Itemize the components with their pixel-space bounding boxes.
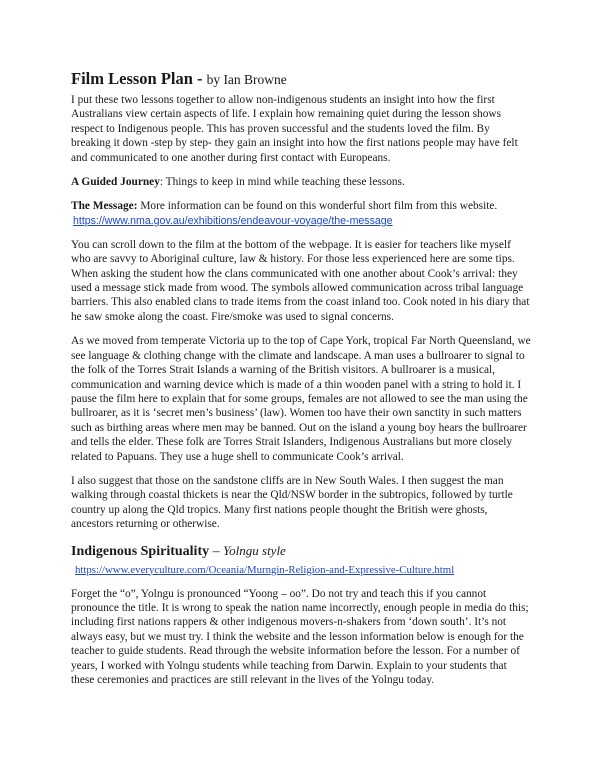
spirituality-heading: [71, 542, 531, 561]
document-title: Film Lesson Plan -: [71, 69, 203, 88]
message-text: More information can be found on this wonderful short film from this website.: [137, 200, 498, 213]
spirituality-dash: –: [209, 543, 224, 559]
spirituality-link[interactable]: https://www.everyculture.com/Oceania/Murngin-Religion-and-Expressive-Culture.html: [75, 563, 455, 576]
message-label: The Message:: [71, 200, 138, 213]
spirituality-title: Indigenous Spirituality: [71, 543, 210, 559]
yolngu-paragraph: Forget the “o”, Yolngu is pronounced “Yoong – oo”. Do not try and teach this if you cannot pronounce the title. It is wrong to speak the nation name incorrectly, enough people in media do this; including first nations rappers & other indigenous movers-n-shakers from ‘down south’. It’s not always easy, but we must try. I think the website and the lesson information below is enough for the teacher to guide students. Read through the website information before the lesson. For a number of years, I worked with Yolngu students while teaching from Darwin. Explain to your students that these ceremonies and practices are still relevant in the lives of the Yolngu today.: [71, 587, 529, 686]
message-link[interactable]: https://www.nma.gov.au/exhibitions/endeavour-voyage/the-message: [73, 214, 393, 227]
victoria-paragraph: As we moved from temperate Victoria up to the top of Cape York, tropical Far North Queensland, we see language & clothing change with the climate and landscape. A man uses a bullroarer to signal to the folk of the Torres Strait Islands a warning of the British visitors. A bullroarer is a musical, communication and warning device which is made of a thin wooden panel with a string to hold it. I pause the film here to explain that for some groups, females are not allowed to see the man using the bullroarer, as it is ‘secret men’s business’ (law). Women too have their own sanctity in such matters such as birthing areas where men may be banned. Out on the island a young boy hears the bullroarer and tells the elder. These folk are Torres Strait Islanders, Indigenous Australians but more closely related to Papuans. They use a huge shell to communicate Cook’s arrival.: [71, 335, 531, 463]
document-byline: by Ian Browne: [206, 72, 287, 87]
document-heading: [71, 69, 531, 90]
guided-journey-label: A Guided Journey: [71, 176, 160, 189]
spirituality-subtitle: Yolngu style: [223, 542, 286, 558]
guided-journey-text: : Things to keep in mind while teaching these lessons.: [159, 176, 405, 189]
scroll-paragraph: You can scroll down to the film at the bottom of the webpage. It is easier for teachers like myself who are savvy to Aboriginal culture, law & history. For those less experienced here are some tips. When asking the student how the clans communicated with one another about Cook’s arrival: they used a message stick made from wood. The symbols allowed communication across tribal language barriers. This also enabled clans to trade items from the coast inland too. Cook noted in his diary that he saw smoke along the coast. Fire/smoke was used to signal concerns.: [71, 238, 530, 323]
intro-paragraph: I put these two lessons together to allow non‑indigenous students an insight into how the first Australians view certain aspects of life. I explain how remaining quiet during the lesson shows respect to Indigenous people. This has proven successful and the students loved the film. By breaking it down -step by step- they gain an insight into how the first nations people may have felt and communicated to one another during first contact with Europeans.: [71, 94, 518, 164]
document-page: [71, 69, 531, 687]
guided-journey-paragraph: [71, 175, 531, 189]
sandstone-paragraph: I also suggest that those on the sandstone cliffs are in New South Wales. I then suggest the man walking through coastal thickets is near the Qld/NSW border in the subtropics, followed by turtle country up along the Qld tropics. Many first nations people thought the British were ghosts, ancestors returning or otherwise.: [71, 474, 513, 531]
message-paragraph: [71, 199, 531, 213]
